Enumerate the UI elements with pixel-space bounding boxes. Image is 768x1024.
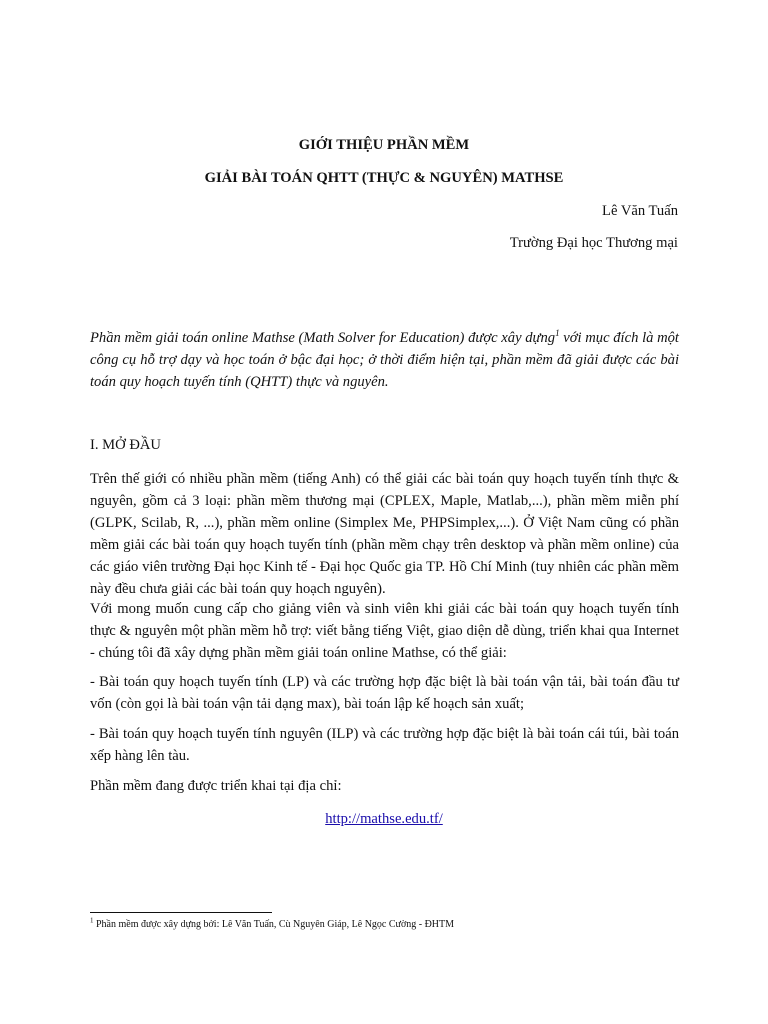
paragraph-5: Phần mềm đang được triển khai tại địa chỉ: [90, 778, 342, 794]
footnote-marker: 1 [90, 916, 94, 925]
paragraph-4: - Bài toán quy hoạch tuyến tính nguyên (ILP) và các trường hợp đặc biệt là bài toán cái túi, bài toán xếp hàng lên tàu. [90, 726, 679, 764]
link-container [0, 808, 768, 830]
paragraph-2: Với mong muốn cung cấp cho giảng viên và sinh viên khi giải các bài toán quy hoạch tuyến tính thực & nguyên một phần mềm hỗ trợ: viết bằng tiếng Việt, giao diện dễ dùng, triển khai qua Internet - chúng tôi đã xây dựng phần mềm giải toán online Mathse, có thể giải: [90, 601, 679, 661]
author-affiliation: Trường Đại học Thương mại [509, 235, 678, 251]
author-name: Lê Văn Tuấn [602, 203, 678, 219]
paragraph-1: Trên thế giới có nhiều phần mềm (tiếng Anh) có thể giải các bài toán quy hoạch tuyến tính thực & nguyên, gồm cả 3 loại: phần mềm thương mại (CPLEX, Maple, Matlab,...), phần mềm miễn phí (GLPK, Scilab, R, ...), phần mềm online (Simplex Me, PHPSimplex,...). Ở Việt Nam cũng có phần mềm giải các bài toán quy hoạch tuyến tính (phần mềm chạy trên desktop và phần mềm online) của các giáo viên trường Đại học Kinh tế - Đại học Quốc gia TP. Hồ Chí Minh (tuy nhiên các phần mềm này đều chưa giải các bài toán quy hoạch nguyên). [90, 471, 679, 597]
mathse-link[interactable]: http://mathse.edu.tf/ [325, 811, 443, 827]
footnote-divider [90, 912, 272, 913]
document-title-line-1: GIỚI THIỆU PHẦN MỀM [298, 137, 470, 153]
abstract-text-start: Phần mềm giải toán online Mathse (Math Solver for Education) được xây dựng [90, 330, 556, 346]
footnote-text: Phần mềm được xây dựng bởi: Lê Văn Tuấn, Cù Nguyên Giáp, Lê Ngọc Cường - ĐHTM [93, 919, 455, 930]
section-heading: I. MỞ ĐẦU [90, 437, 161, 453]
footnote [90, 918, 454, 932]
document-title-line-2: GIẢI BÀI TOÁN QHTT (THỰC & NGUYÊN) MATHSE [204, 170, 564, 186]
footnote-reference[interactable]: 1 [555, 328, 560, 339]
abstract-text-end: với mục đích là một công cụ hỗ trợ dạy và học toán ở bậc đại học; ở thời điểm hiện tại, phần mềm đã giải được các bài toán quy hoạch tuyến tính (QHTT) thực và nguyên. [90, 330, 679, 390]
paragraph-3: - Bài toán quy hoạch tuyến tính (LP) và các trường hợp đặc biệt là bài toán vận tải, bài toán đầu tư vốn (còn gọi là bài toán vận tải dạng max), bài toán lập kế hoạch sản xuất; [90, 674, 679, 712]
abstract [90, 327, 679, 393]
